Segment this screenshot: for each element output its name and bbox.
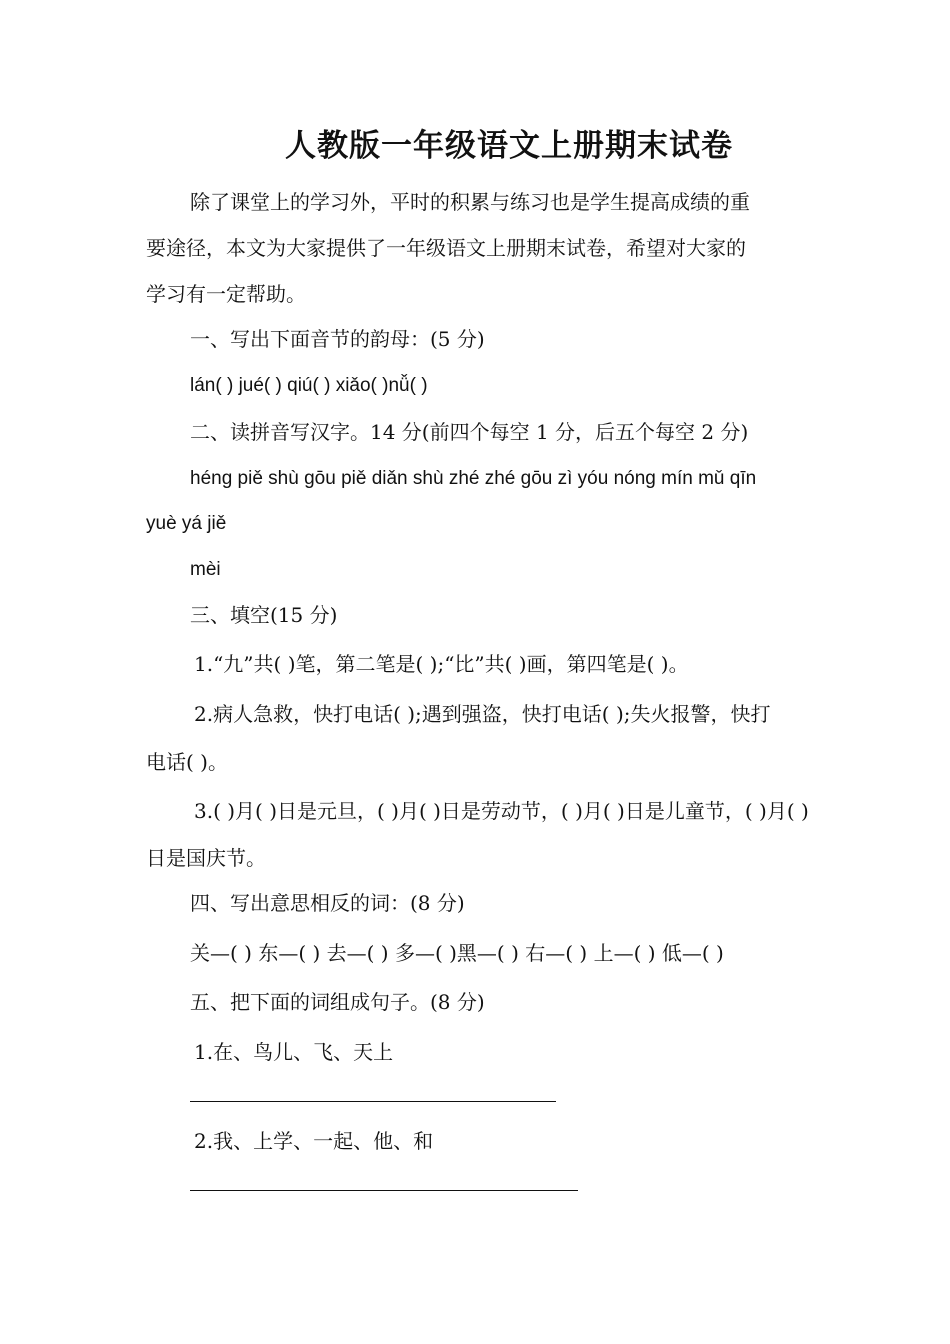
section-3-item-2-line-1: 2.病人急救，快打电话( );遇到强盗，快打电话( );失火报警，快打 xyxy=(194,702,771,726)
section-5-heading: 五、把下面的词组成句子。(8 分) xyxy=(190,990,485,1014)
answer-line-1 xyxy=(190,1101,556,1102)
section-5-item-1: 1.在、鸟儿、飞、天上 xyxy=(194,1040,394,1064)
section-3-heading: 三、填空(15 分) xyxy=(190,603,338,627)
section-3-item-3-line-1: 3.( )月( )日是元旦，( )月( )日是劳动节，( )月( )日是儿童节，( )月( ) xyxy=(194,799,809,823)
section-2-pinyin-line-3: mèi xyxy=(190,559,221,580)
page-title: 人教版一年级语文上册期末试卷 xyxy=(285,128,733,164)
section-2-heading: 二、读拼音写汉字。14 分(前四个每空 1 分，后五个每空 2 分) xyxy=(190,420,749,444)
section-4-content: 关—( ) 东—( ) 去—( ) 多—( )黑—( ) 右—( ) 上—( ) 低—( ) xyxy=(190,941,724,965)
intro-line-3: 学习有一定帮助。 xyxy=(146,282,306,306)
section-5-item-2: 2.我、上学、一起、他、和 xyxy=(194,1129,434,1153)
section-3-item-3-line-2: 日是国庆节。 xyxy=(146,846,266,870)
section-2-pinyin-line-2: yuè yá jiě xyxy=(146,513,227,534)
section-4-heading: 四、写出意思相反的词：(8 分) xyxy=(190,891,465,915)
section-1-content: lán( ) jué( ) qiú( ) xiǎo( )nǚ( ) xyxy=(190,375,428,396)
section-2-pinyin-line-1: héng piě shù gōu piě diǎn shù zhé zhé gōu zì yóu nóng mín mǔ qīn xyxy=(190,468,757,489)
section-1-heading: 一、写出下面音节的韵母：(5 分) xyxy=(190,327,485,351)
answer-line-2 xyxy=(190,1190,578,1191)
section-3-item-2-line-2: 电话( )。 xyxy=(146,750,228,774)
intro-line-2: 要途径，本文为大家提供了一年级语文上册期末试卷，希望对大家的 xyxy=(146,236,746,260)
intro-line-1: 除了课堂上的学习外，平时的积累与练习也是学生提高成绩的重 xyxy=(190,190,750,214)
section-3-item-1: 1.“九”共( )笔，第二笔是( );“比”共( )画，第四笔是( )。 xyxy=(194,652,689,676)
